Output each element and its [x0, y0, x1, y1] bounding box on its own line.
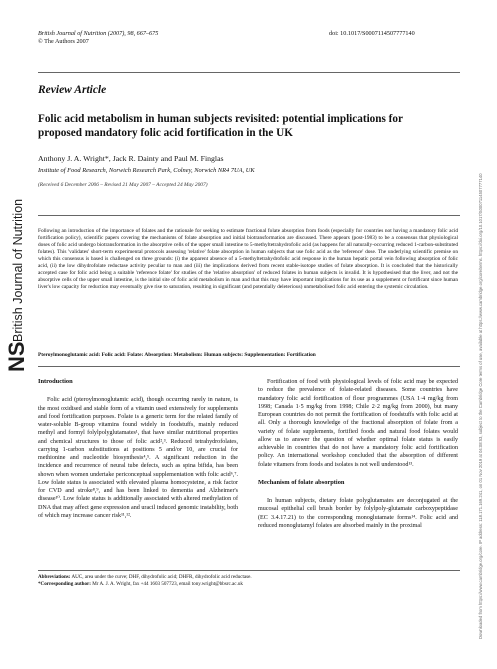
journal-citation: British Journal of Nutrition (2007), 98, 667–675 — [38, 30, 159, 37]
corresponding-text: Mr A. J. A. Wright, fax +44 1603 507723, email tony.wright@bbsrc.ac.uk — [92, 581, 243, 587]
abstract-top-divider — [38, 215, 460, 216]
corresponding-label: *Corresponding author: — [38, 581, 91, 587]
journal-side-logo — [0, 0, 32, 664]
abbreviations-footnote — [38, 574, 458, 581]
introduction-paragraph: Folic acid (pteroylmonoglutamic acid), though occurring rarely in nature, is the most oxidised and stable form of a vitamin used extensively for supplements and food fortification purposes. Folate is a generic term for the related family of water-soluble B-group vitamins found widely in foodstuffs, mainly reduced methyl and formyl folylpolyglutamates¹, that have similar nutritional properties and chemical structures to those of folic acid²,³. Reduced tetrahydrofolates, carrying 1-carbon substitutions at positions 5 and/or 10, are crucial for methionine and nucleotide biosynthesis⁴,⁵. A significant reduction in the incidence and recurrence of neural tube defects, such as spina bifida, has been shown when women undertake periconceptual supplementation with folic acid⁶,⁷. Low folate status is associated with elevated plasma homocysteine, a risk factor for CVD and stroke⁸,⁹, and has been linked to dementia and Alzheimer's disease¹⁰. Low folate status is additionally associated with altered methylation of DNA that may affect gene expression and uracil induced genomic instability, both of which may increase cancer risk¹¹,¹². — [38, 397, 238, 519]
corresponding-author-footnote — [38, 581, 458, 588]
footnote-divider — [38, 570, 460, 571]
affiliation: Institute of Food Research, Norwich Research Park, Colney, Norwich NR4 7UA, UK — [38, 167, 255, 174]
section-heading-introduction: Introduction — [38, 378, 73, 385]
download-notice-margin — [466, 0, 497, 664]
abbreviations-label: Abbreviations: — [38, 574, 71, 580]
article-type: Review Article — [38, 84, 107, 96]
abbreviations-text: AUC, area under the curve; DHF, dihydrofolic acid; DHFR, dihydrofolic acid reductase. — [71, 574, 252, 580]
mechanism-paragraph: In human subjects, dietary folate polyglutamates are deconjugated at the mucosal epithelial cell brush border by folylpoly-glutamate carboxypeptidase (EC 3.4.17.21) to the corresponding monoglutamate forms¹⁴. Folic acid and reduced monoglutamyl folates are absorbed mainly in the proximal — [258, 498, 458, 529]
author-list: Anthony J. A. Wright*, Jack R. Dainty and Paul M. Finglas — [38, 154, 224, 163]
doi-text: doi: 10.1017/S0007114507777140 — [329, 30, 415, 37]
journal-name-vertical: British Journal of Nutrition — [11, 198, 25, 342]
abstract: Following an introduction of the importance of folates and the rationale for seeking to estimate fractional folate absorption from foods (especially for countries not having a mandatory folic acid fortification policy), scientific papers covering the mechanisms of folate absorption and initial biotransformation are discussed. There appears (post-1983) to be a consensus that physiological doses of folic acid undergo biotransformation in the absorptive cells of the upper small intestine to 5-methyltetrahydrofolic acid (as happens for all naturally-occurring reduced 1-carbon-substituted folates). This 'validates' short-term experimental protocols assessing 'relative' folate absorption in human subjects that use folic acid as the 'reference' dose. The underlying scientific premise on which this consensus is based is challenged on three grounds: (i) the apparent absence of a 5-methyltetrahydrofolic acid response in the human hepatic portal vein following absorption of folic acid, (ii) the low dihydrofolate reductase activity peculiar to man and (iii) the implications derived from recent stable-isotope studies of folate absorption. It is concluded that the historically accepted case for folic acid being a suitable 'reference folate' for studies of the 'relative absorption' of reduced folates in human subjects is invalid. It is hypothesised that the liver, and not the absorptive cells of the upper small intestine, is the initial site of folic acid metabolism in man and that this may have important implications for its use as a supplement or fortificant since human liver's low capacity for reduction may eventually give rise to saturation, resulting in significant (and potentially deleterious) unmetabolised folic acid entering the systemic circulation. — [38, 228, 458, 291]
abstract-bottom-divider — [38, 366, 460, 367]
footnotes — [38, 574, 458, 588]
header-divider — [38, 72, 460, 73]
left-column — [38, 378, 238, 520]
article-title: Folic acid metabolism in human subjects revisited: potential implications for proposed mandatory folic acid fortification in the UK — [38, 113, 403, 139]
copyright-line: © The Authors 2007 — [38, 38, 89, 45]
submission-dates: (Received 6 December 2006 – Revised 21 May 2007 – Accepted 24 May 2007) — [38, 182, 208, 188]
download-notice: Downloaded from https://www.cambridge.org/core. IP address: 118.171.169.241, on 01 Nov 2019 at 04:08:53, subject to the Cambridge Core terms of use, available at https://www.cambridge.org/core/terms. https://doi.org/10.1017/S0007114507777140 — [478, 173, 483, 639]
keywords: Pteroylmonoglutamic acid: Folic acid: Folate: Absorption: Metabolism: Human subjects: Supplementation: Fortification — [38, 352, 316, 358]
section-heading-mechanism: Mechanism of folate absorption — [258, 478, 345, 486]
running-header — [38, 30, 158, 46]
right-column — [258, 378, 458, 530]
fortification-paragraph: Fortification of food with physiological levels of folic acid may be expected to reduce the prevalence of folate-related diseases. Some countries have mandatory folic acid fortification of flour programmes (USA 1·4 mg/kg from 1998; Canada 1·5 mg/kg from 1998; Chile 2·2 mg/kg from 2000), but many European countries do not permit the fortification of foodstuffs with folic acid at all. Only a thorough knowledge of the fractional absorption of folate from a variety of folate supplements, fortified foods and natural food folates would allow us to answer the question of whether optimal folate status is easily achievable in countries that do not have a mandatory folic acid fortification policy. An international workshop concluded that the absorption of different folate vitamers from foods and isolates is not well understood¹³. — [258, 379, 458, 468]
ns-logo-mark: NS — [4, 341, 29, 372]
